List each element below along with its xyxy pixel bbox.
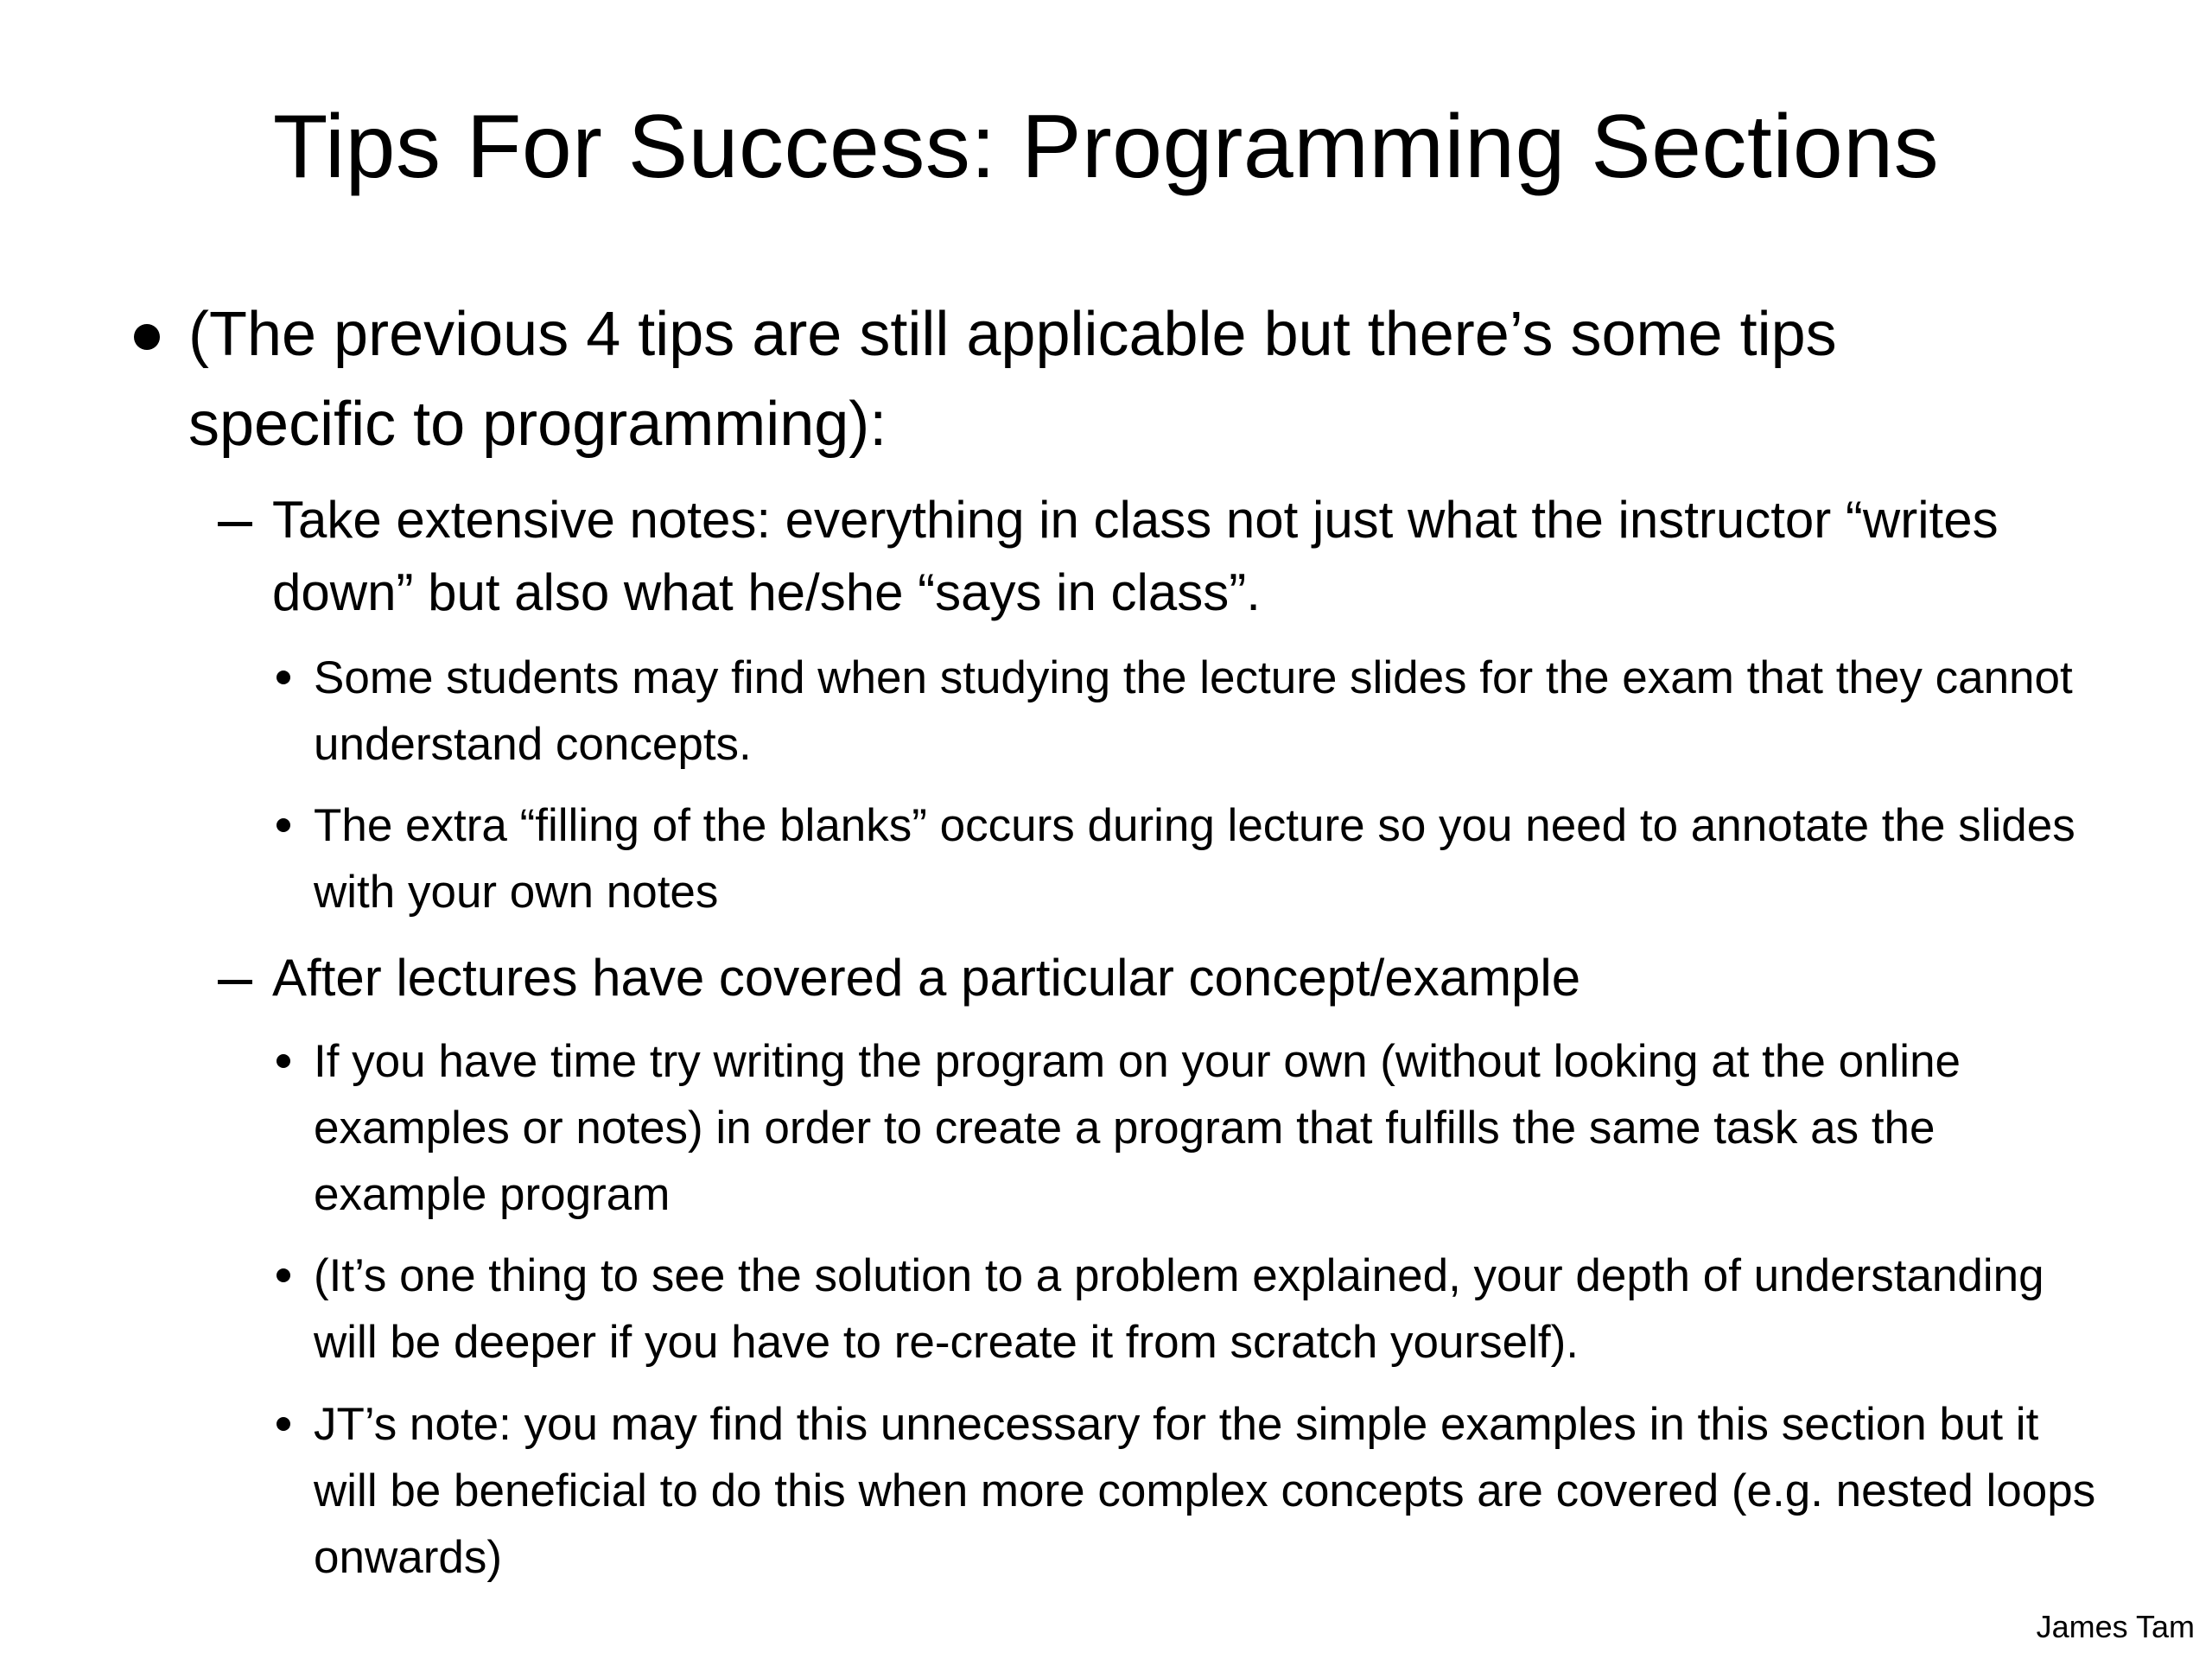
bullet-marker (276, 1268, 290, 1282)
dash-marker (218, 522, 252, 526)
slide-title: Tips For Success: Programming Sections (272, 97, 1940, 197)
bullet-marker (276, 671, 290, 684)
bullet-marker (276, 1417, 290, 1431)
sub-bullet-item: After lectures have covered a particular concept/example (272, 949, 1581, 1007)
sub-sub-bullet-item: (It’s one thing to see the solution to a problem explained, your depth of understanding will be deeper if you have to re-create it from scratch yourself). (314, 1250, 2044, 1368)
sub-bullet-item: Take extensive notes: everything in class not just what the instructor “writes down” but also what he/she “says in class”. (272, 491, 1999, 621)
sub-sub-bullet-item: Some students may find when studying the lecture slides for the exam that they cannot understand concepts. (314, 652, 2073, 770)
dash-marker (218, 980, 252, 984)
sub-sub-bullet-item: JT’s note: you may find this unnecessary for the simple examples in this section but it will be beneficial to do this when more complex concepts are covered (e.g. nested loops onwards) (314, 1399, 2096, 1583)
bullet-marker (276, 818, 290, 832)
sub-sub-bullet-item: If you have time try writing the program on your own (without looking at the online examples or notes) in order to create a program that fulfills the same task as the example program (314, 1036, 1961, 1220)
bullet-item: (The previous 4 tips are still applicable but there’s some tips specific to programming): (188, 300, 1837, 459)
sub-sub-bullet-item: The extra “filling of the blanks” occurs during lecture so you need to annotate the slides with your own notes (314, 800, 2075, 918)
bullet-marker (276, 1054, 290, 1068)
bullet-marker (134, 324, 160, 350)
author-footer: James Tam (2036, 1609, 2195, 1644)
